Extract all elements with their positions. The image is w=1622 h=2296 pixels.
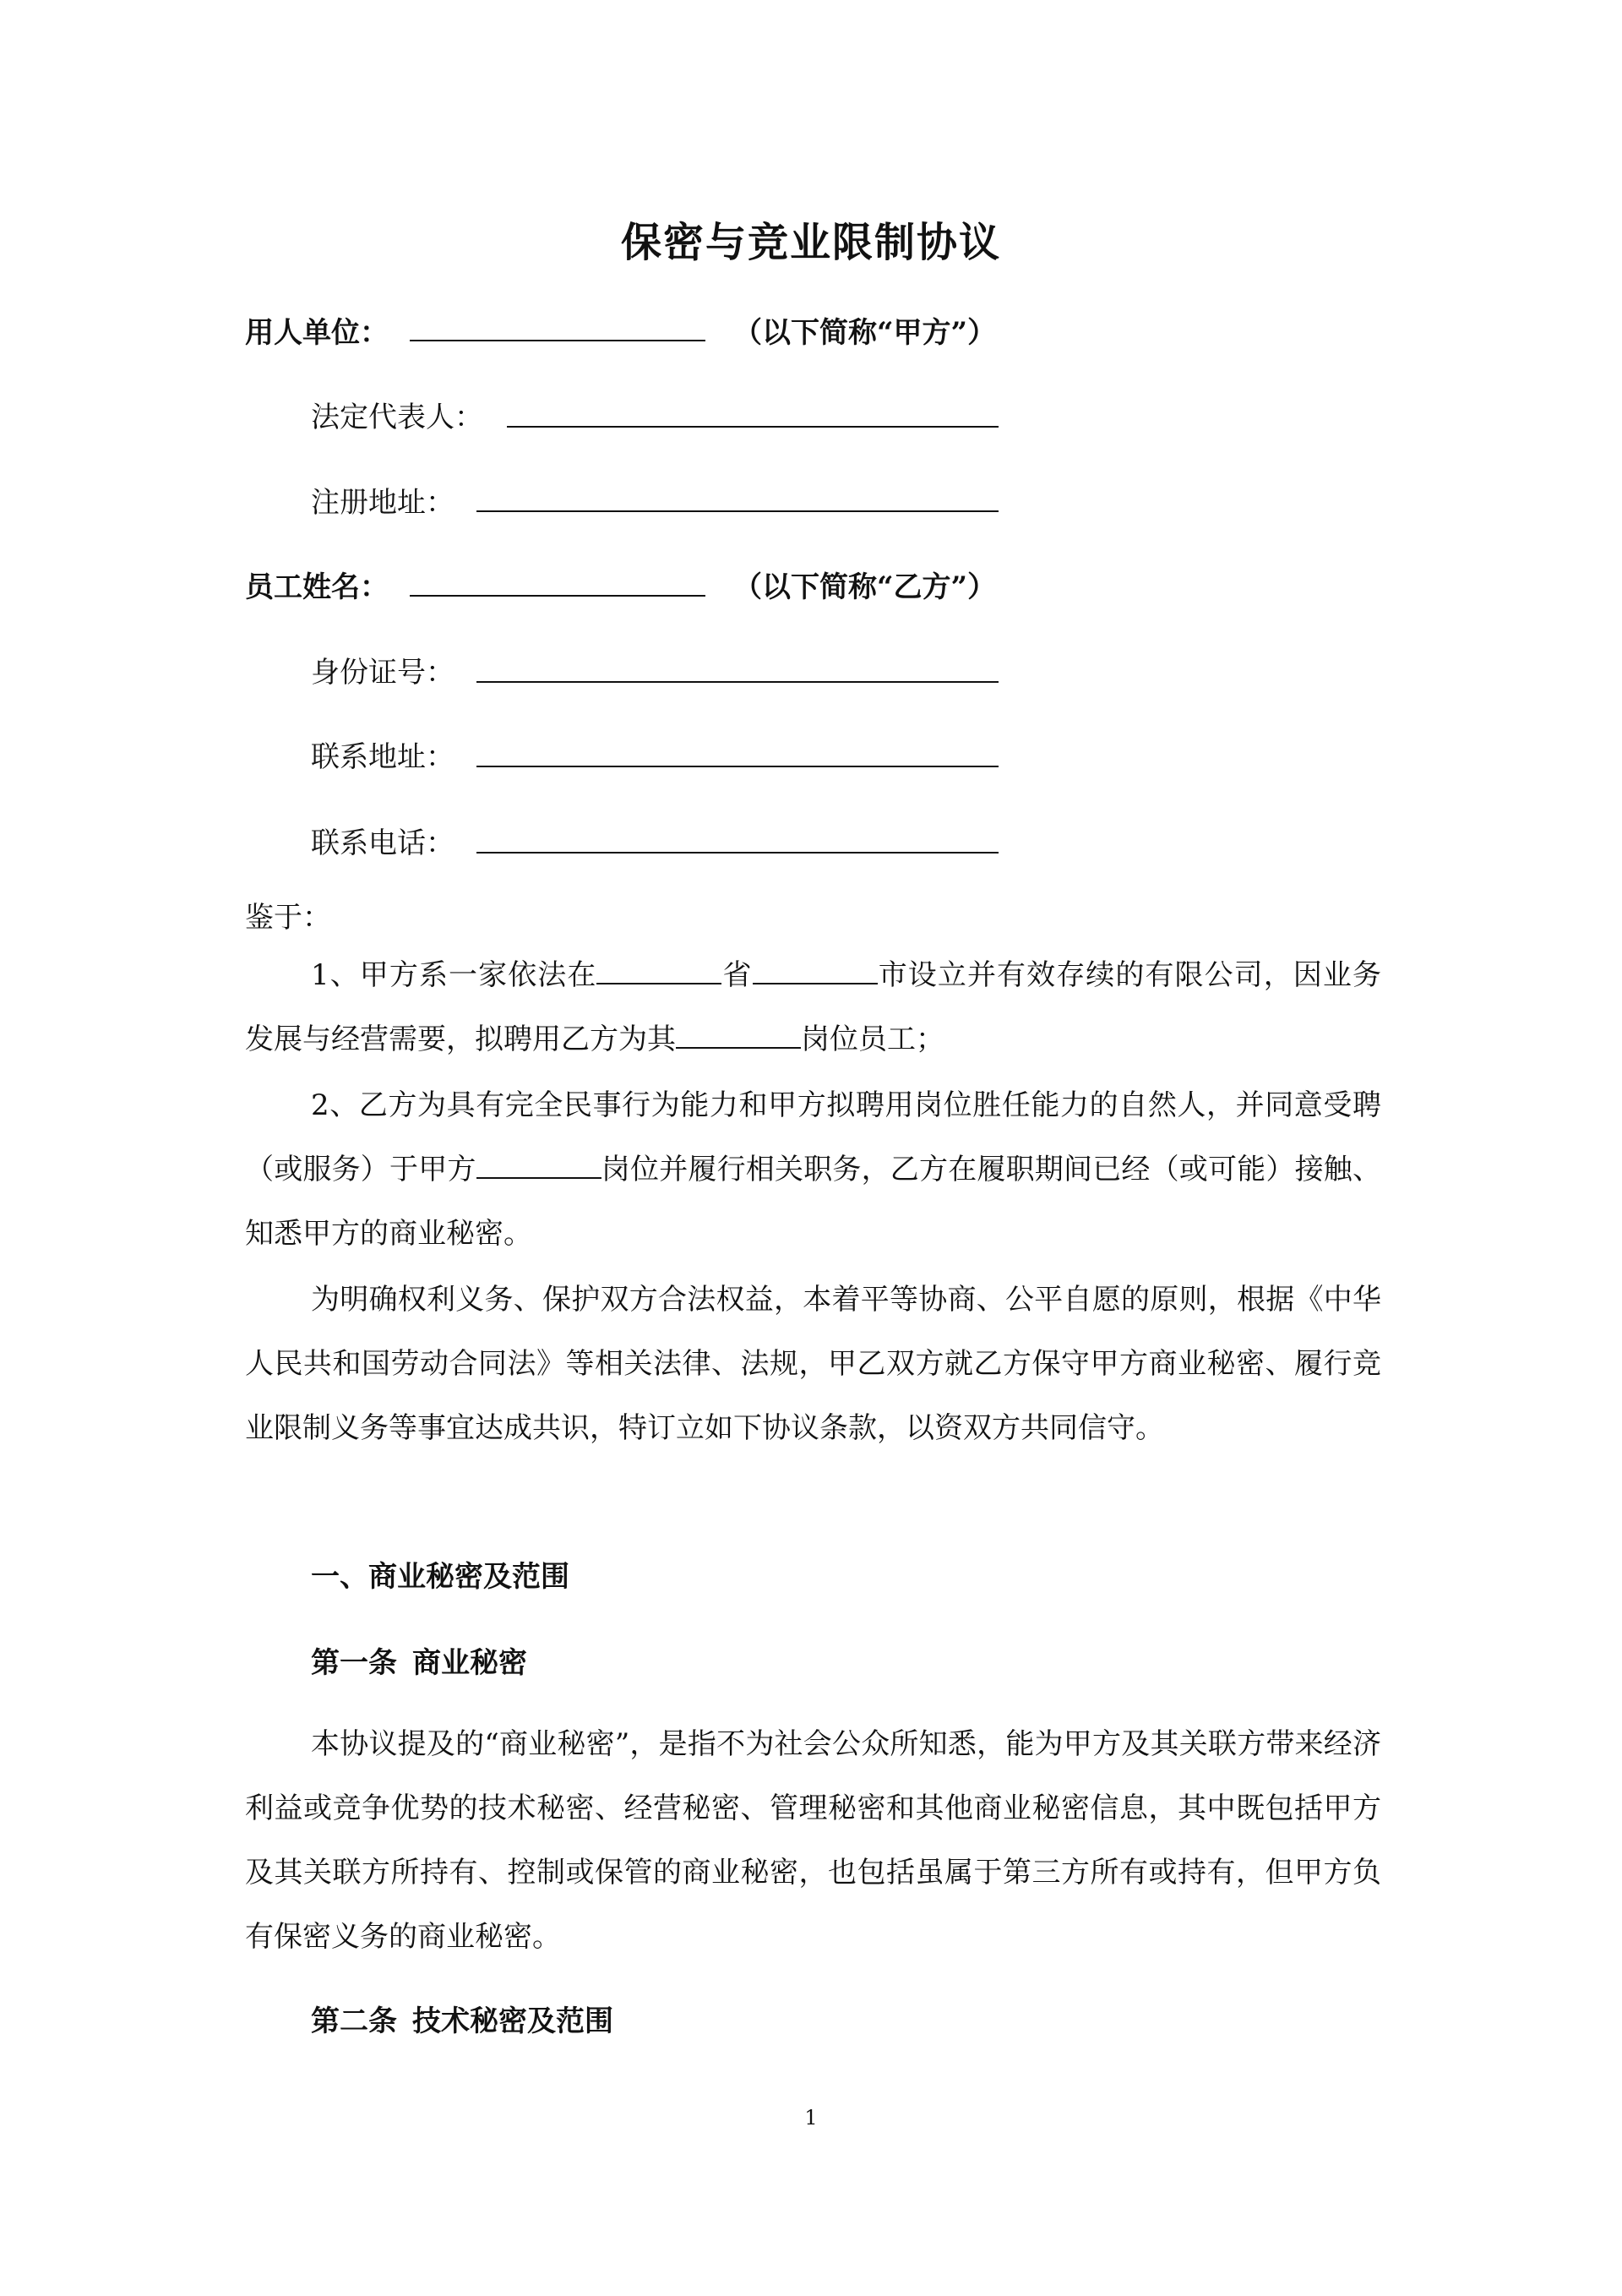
article-2-number: 第二条 [311, 2004, 397, 2038]
id-number-label: 身份证号： [311, 656, 454, 690]
registered-address-blank[interactable] [476, 510, 999, 512]
legal-rep-label: 法定代表人： [311, 401, 483, 434]
preamble-paragraph: 为明确权利义务、保护双方合法权益，本着平等协商、公平自愿的原则，根据《中华人民共和国劳动合同法》等相关法律、法规，甲乙双方就乙方保守甲方商业秘密、履行竞业限制义务等事宜达成共识，特订立如下协议条款，以资双方共同信守。 [245, 1283, 1381, 1445]
article-2-heading [311, 1998, 613, 2039]
city-blank[interactable] [753, 957, 878, 984]
employer-alias: （以下简称“甲方”） [733, 316, 997, 350]
article-2-title: 技术秘密及范围 [412, 2004, 613, 2038]
id-number-blank[interactable] [476, 681, 999, 683]
clause1-part3: 市设立并有效存续的有限公司，因业务发展与经营需要，拟聘用乙方为其 [245, 958, 1382, 1056]
position-blank-1[interactable] [676, 1022, 801, 1049]
article-1-body: 本协议提及的“商业秘密”，是指不为社会公众所知悉，能为甲方及其关联方带来经济利益或竞争优势的技术秘密、经营秘密、管理秘密和其他商业秘密信息，其中既包括甲方及其关联方所持有、控制或保管的商业秘密，也包括虽属于第三方所有或持有，但甲方负有保密义务的商业秘密。 [245, 1727, 1381, 1954]
article-1-heading [311, 1639, 527, 1681]
contact-address-blank[interactable] [476, 766, 999, 767]
clause2-part2: 岗位并履行相关职务，乙方在履职期间已经（或可能）接触、知悉甲方的商业秘密。 [245, 1153, 1382, 1251]
contact-phone-blank[interactable] [476, 852, 999, 854]
employer-label: 用人单位： [245, 316, 389, 350]
employer-blank[interactable] [410, 340, 705, 341]
province-blank[interactable] [596, 957, 721, 984]
contact-phone-label: 联系电话： [311, 826, 454, 860]
document-title: 保密与竞业限制协议 [620, 219, 1001, 266]
article-1-title: 商业秘密 [412, 1646, 527, 1680]
registered-address-label: 注册地址： [311, 486, 454, 520]
article-1-number: 第一条 [311, 1646, 397, 1680]
employee-alias: （以下简称“乙方”） [733, 570, 997, 604]
contact-address-label: 联系地址： [311, 740, 454, 774]
whereas-clause-1 [245, 943, 1381, 1072]
employee-name-label: 员工姓名： [245, 570, 389, 604]
clause1-part4: 岗位员工； [801, 1023, 944, 1056]
section-1-heading: 一、商业秘密及范围 [311, 1560, 569, 1594]
clause2-part1: 2、乙方为具有完全民事行为能力和甲方拟聘用岗位胜任能力的自然人，并同意受聘（或服务）于甲方 [245, 1088, 1381, 1186]
employee-name-blank[interactable] [410, 595, 705, 597]
clause1-part2: 省 [721, 958, 753, 992]
legal-rep-blank[interactable] [507, 426, 999, 428]
page-number: 1 [804, 2106, 818, 2130]
whereas-label: 鉴于： [245, 901, 331, 935]
position-blank-2[interactable] [476, 1152, 601, 1179]
whereas-clause-2 [245, 1073, 1381, 1266]
clause1-part1: 1、甲方系一家依法在 [311, 958, 597, 992]
